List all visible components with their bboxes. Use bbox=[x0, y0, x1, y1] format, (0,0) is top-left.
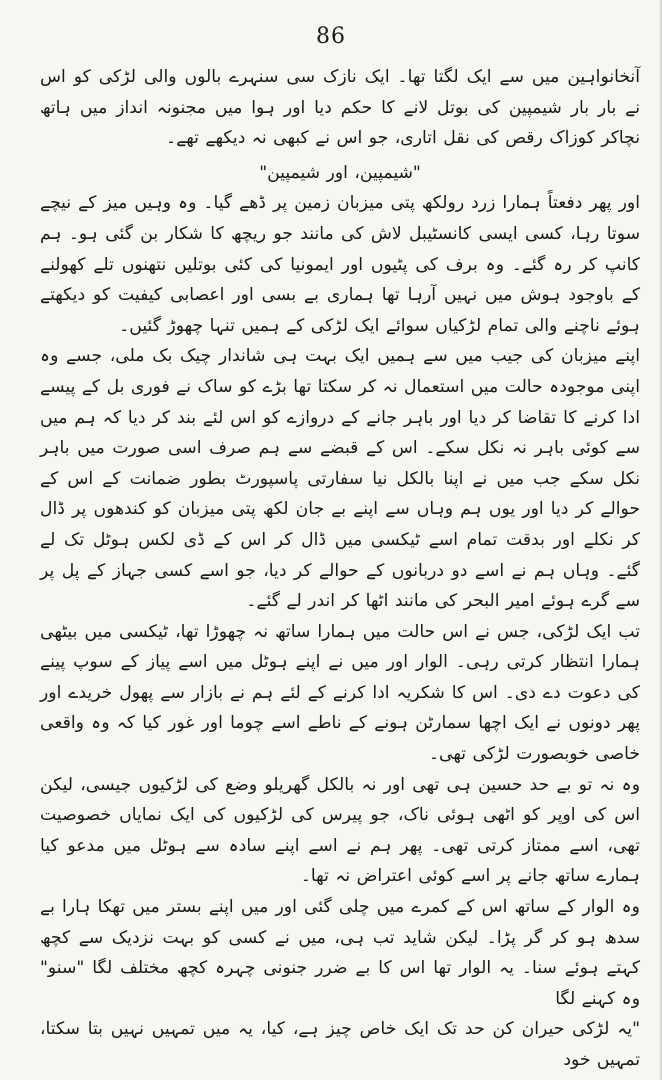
page-body-text bbox=[40, 62, 640, 1076]
page-number: 86 bbox=[316, 24, 346, 49]
paragraph-8: "یہ لڑکی حیران کن حد تک ایک خاص چیز ہے، کیا، یہ میں تمہیں نہیں بتا سکتا، تمہیں خود bbox=[40, 1019, 640, 1070]
paragraph-3: اور پھر دفعتاً ہمارا زرد رولکھ پتی میزبان زمین پر ڈھے گیا۔ وہ وہیں میز کے نیچے سوتا رہا، کسی ایسی کانسٹیبل لاش کی مانند جو ریچھ کا شکار بن گئی ہو۔ ہم کانپ کر رہ گئے۔ وہ برف کی پٹیوں اور ایمونیا کی کئی بوتلیں نتھنوں تلے کھولنے کے باوجود ہوش میں نہیں آرہا تھا ہماری بے بسی اور اعصابی کیفیت کو دیکھتے ہوئے ناچنے والی تمام لڑکیاں سوائے ایک لڑکی کے ہمیں تنہا چھوڑ گئیں۔ bbox=[40, 193, 640, 336]
paragraph-1: آنخانواہین میں سے ایک لگتا تھا۔ ایک نازک سی سنہرے بالوں والی لڑکی کو اس نے بار بار شیمپین کی بوتل لانے کا حکم دیا اور ہوا میں مجنونہ انداز میں ہاتھ نچاکر کوزاک رقص کی نقل اتاری، جو اس نے کبھی نہ دیکھے تھے۔ bbox=[40, 67, 640, 149]
paragraph-5: تب ایک لڑکی، جس نے اس حالت میں ہمارا ساتھ نہ چھوڑا تھا، ٹیکسی میں بیٹھی ہمارا انتظار کرتی رہی۔ الوار اور میں نے اپنے ہوٹل میں اسے پیاز کے سوپ پینے کی دعوت دے دی۔ اس کا شکریہ ادا کرنے کے لئے ہم نے بازار سے پھول خریدے اور پھر دونوں نے ایک اچھا سمارٹن ہونے کے ناطے اسے چوما اور غور کیا کہ وہ واقعی خاصی خوبصورت لڑکی تھی۔ bbox=[40, 621, 640, 765]
paragraph-6: وہ نہ تو بے حد حسین ہی تھی اور نہ بالکل گھریلو وضع کی لڑکیوں جیسی، لیکن اس کی اوپر کو اٹھی ہوئی ناک، جو پیرس کی لڑکیوں کی ایک نمایاں خصوصیت تھی، اسے ممتاز کرتی تھی۔ پھر ہم نے اسے اپنے سادہ سے ہوٹل میں مدعو کیا ہمارے ساتھ جانے پر اسے کوئی اعتراض نہ تھا۔ bbox=[40, 774, 640, 887]
paragraph-2-quote: "شیمپین، اور شیمپین" bbox=[259, 162, 421, 183]
paragraph-7: وہ الوار کے ساتھ اس کے کمرے میں چلی گئی اور میں اپنے بستر میں تھکا ہارا بے سدھ ہو کر گر پڑا۔ لیکن شاید تب ہی، میں نے کسی کو بہت نزدیک سے کچھ کہتے ہوئے سنا۔ یہ الوار تھا اس کا بے ضرر جنونی چہرہ کچھ مختلف لگا "سنو" وہ کہنے لگا bbox=[40, 897, 640, 1009]
paragraph-4: اپنے میزبان کی جیب میں سے ہمیں ایک بہت ہی شاندار چیک بک ملی، جسے وہ اپنی موجودہ حالت میں استعمال نہ کر سکتا تھا بڑے کو ساک نے فوری بل کے پیسے ادا کرنے کا تقاضا کر دیا اور باہر جانے کے دروازے کو اس لئے بند کر دیا کہ ہم میں سے کوئی باہر نہ نکل سکے۔ اس کے قبضے سے ہم صرف اسی صورت میں باہر نکل سکے جب میں نے اپنا بالکل نیا سفارتی پاسپورٹ بطور ضمانت کے اس کے حوالے کر دیا اور یوں ہم وہاں سے اپنے بے جان لکھ پتی میزبان کو کندھوں پر ڈال کر نکلے اور بدقت تمام اسے ٹیکسی میں ڈال کر اس کے ڈی لکس ہوٹل تک لے گئے۔ وہاں ہم نے اسے دو دربانوں کے حوالے کر دیا، جو اسے کسی جہاز کے پل پر سے گرے ہوئے امیر البحر کی مانند اٹھا کر اندر لے گئے۔ bbox=[40, 346, 640, 612]
